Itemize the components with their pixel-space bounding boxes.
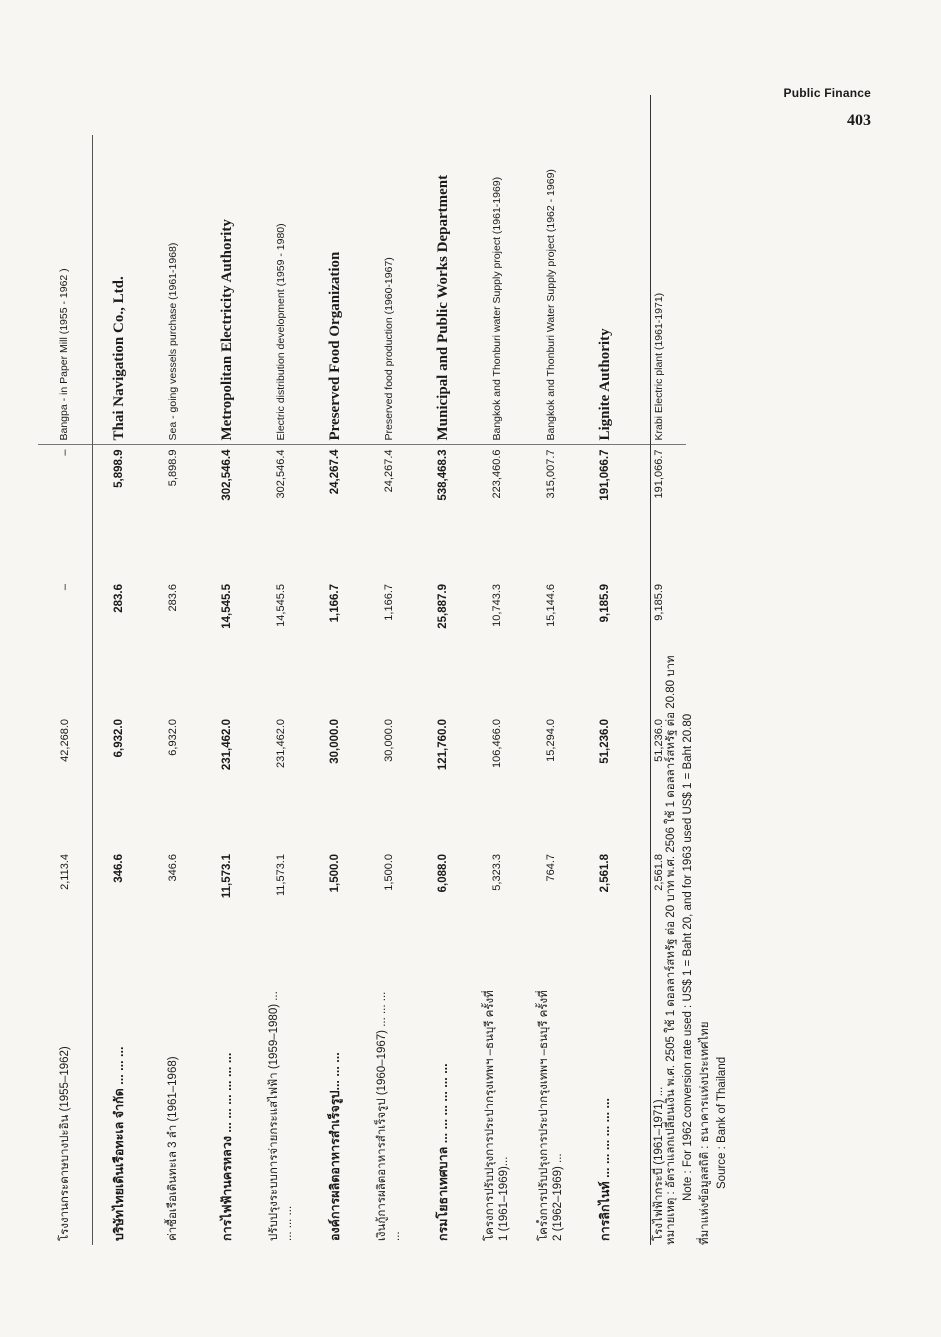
page-number: 403 [847,112,871,129]
section-title: Public Finance [783,86,871,100]
english-label-cell: Preserved food production (1960-1967) [362,135,416,445]
value-cell-1: 11,573.1 [221,854,233,899]
english-note: Note : For 1962 conversion rate used : US$ 1 = Baht 20, and for 1963 used US$ 1 = Baht 20.80 [682,713,694,1201]
english-label-cell: Bangkok and Thonburi water Supply project (1961-1969) [470,135,524,445]
value-cell-3: 15,144.6 [545,584,557,627]
value-cell-4: 24,267.4 [383,449,395,493]
value-cell-4: 302,546.4 [275,449,287,499]
value-cell-2: 231,462.0 [275,719,287,768]
english-label-cell: Krabi Electric plant (1961-1971) [632,135,686,445]
thai-label-cell: เงินกู้การผลิตอาหารสำเร็จรูป (1960–1967) ... ... ... ... [376,991,402,1241]
value-cell-4: 5,898.9 [167,449,179,487]
table-notes [650,95,731,1245]
thai-label-cell: การไฟฟ้านครหลวง ... ... ... ... ... ... [220,1052,234,1241]
value-cell-2: 231,462.0 [221,719,233,771]
value-cell-3: 283.6 [167,584,179,612]
table-row [416,135,470,1245]
thai-source: ที่มาแห่งข้อมูลสถิติ : ธนาคารแห่งประเทศไทย [699,1021,711,1245]
english-label-cell: Metropolitan Electricity Authority [200,135,254,445]
thai-label-cell: ค่าซื้อเรือเดินทะเล 3 ลำ (1961–1968) [167,1056,179,1241]
thai-label-cell: การลิกไนท์ ... ... ... ... ... ... [598,1098,612,1241]
thai-label-cell: กรมโยธาเทศบาล ... ... ... ... ... ... [436,1063,450,1241]
table-row [38,135,92,1245]
thai-label-cell: บริษัทไทยเดินเรือทะเล จำกัด ... ... ... [112,1046,127,1241]
value-cell-4: 315,007.7 [545,449,557,499]
value-cell-4: 302,546.4 [221,449,233,501]
value-cell-3: 10,743.3 [491,584,503,627]
rotated-table-page [38,95,728,1245]
value-cell-3: 25,887.9 [437,584,449,629]
value-cell-3: 9,185.9 [599,584,611,623]
value-cell-2: 51,236.0 [653,719,665,762]
value-cell-3: 14,545.5 [221,584,233,629]
english-label-cell: Lignite Authority [578,135,632,445]
value-cell-1: 2,561.8 [653,854,665,891]
table-row [308,135,362,1245]
value-cell-1: 2,561.8 [599,854,611,893]
table-row [470,135,524,1245]
table-row [254,135,308,1245]
thai-label-cell: โครงการปรับปรุงการประปากรุงเทพฯ –ธนบุรี ครั้งที่ 2 (1962–1969) ... [538,990,564,1241]
table-row [362,135,416,1245]
value-cell-3: 1,166.7 [383,584,395,621]
value-cell-2: 30,000.0 [383,719,395,762]
value-cell-3: – [38,580,92,715]
value-cell-3: 1,166.7 [329,584,341,623]
value-cell-4: 5,898.9 [113,449,126,488]
english-label-cell: Bangkok and Thonburi Water Supply project (1962 - 1969) [524,135,578,445]
english-label-cell: Preserved Food Organization [308,135,362,445]
table-row [146,135,200,1245]
value-cell-1: 1,500.0 [383,854,395,891]
thai-label-cell: โครงการปรับปรุงการประปากรุงเทพฯ –ธนบุรี ครั้งที่ 1 (1961–1969)... [484,990,510,1241]
finance-table [38,135,686,1245]
english-label-cell: Bangpa - in Paper Mill (1955 - 1962 ) [38,135,92,445]
value-cell-2: 106,466.0 [491,719,503,768]
value-cell-4: 24,267.4 [329,449,341,495]
value-cell-2: 42,268.0 [38,715,92,850]
value-cell-1: 346.6 [113,854,126,883]
english-label-cell: Electric distribution development (1959 - 1980) [254,135,308,445]
value-cell-1: 346.6 [167,854,179,882]
value-cell-1: 2,113.4 [38,850,92,985]
thai-label-cell: โรงไฟฟ้ากระบี่ (1961–1971) ... [653,1086,665,1241]
value-cell-1: 11,573.1 [275,854,287,897]
thai-label-cell: องค์การผลิตอาหารสำเร็จรูป... ... ... [328,1052,342,1241]
table-row [92,135,146,1245]
value-cell-1: 1,500.0 [329,854,341,893]
thai-note: หมายเหตุ : อัตราแลกเปลี่ยนเงิน พ.ศ. 2505 ใช้ 1 ดอลลาร์สหรัฐ ต่อ 20 บาท พ.ศ. 2506 ใช้ 1 ดอลลาร์สหรัฐ ต่อ 20.80 บาท [665,655,677,1245]
value-cell-2: 51,236.0 [599,719,611,764]
value-cell-3: 283.6 [113,584,126,613]
value-cell-3: 14,545.5 [275,584,287,627]
value-cell-4: 223,460.6 [491,449,503,499]
english-label-cell: Thai Navigation Co., Ltd. [92,135,146,445]
value-cell-1: 6,088.0 [437,854,449,893]
value-cell-2: 30,000.0 [329,719,341,764]
value-cell-1: 764.7 [545,854,557,882]
value-cell-1: 5,323.3 [491,854,503,891]
english-label-cell: Sea - going vessels purchase (1961-1968) [146,135,200,445]
value-cell-2: 15,294.0 [545,719,557,762]
english-label-cell: Municipal and Public Works Department [416,135,470,445]
thai-label-cell: โรงงานกระดาษบางปะอิน (1955–1962) [38,985,92,1245]
value-cell-4: 191,066.7 [599,449,611,501]
value-cell-4: 191,066.7 [653,449,665,499]
value-cell-2: 6,932.0 [167,719,179,756]
value-cell-2: 6,932.0 [113,719,126,758]
value-cell-2: 121,760.0 [437,719,449,771]
table-row [200,135,254,1245]
english-source: Source : Bank of Thailand [716,1056,728,1189]
table-body [38,135,686,1245]
table-row [524,135,578,1245]
value-cell-4: 538,468.3 [437,449,449,501]
table-row [578,135,632,1245]
value-cell-4: – [38,445,92,580]
value-cell-3: 9,185.9 [653,584,665,621]
thai-label-cell: ปรับปรุงระบบการจ่ายกระแสไฟฟ้า (1959–1980) ... ... ... ... [268,991,294,1241]
